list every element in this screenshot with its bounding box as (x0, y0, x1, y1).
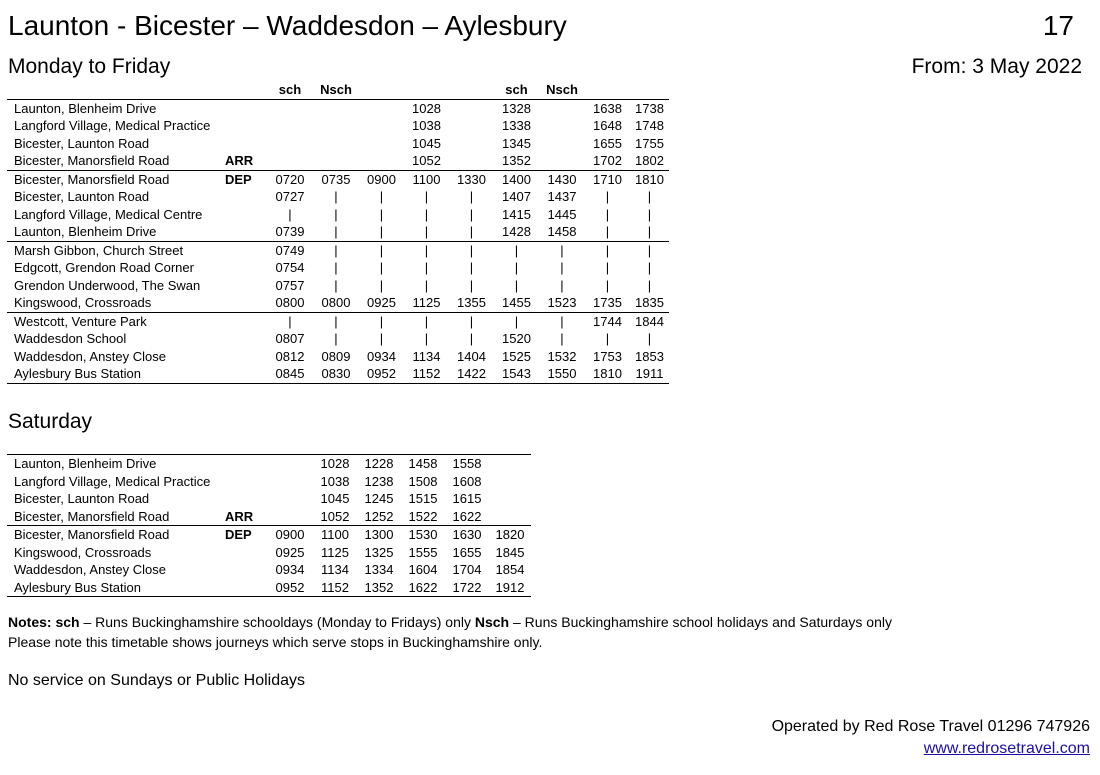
arr-dep-marker: ARR (225, 153, 254, 169)
departure-time: 1415 (502, 206, 531, 222)
timetable-title: Launton - Bicester – Waddesdon – Aylesbury (8, 10, 567, 41)
departure-time: 1328 (494, 99, 539, 117)
column-header (359, 81, 404, 99)
departure-time: 1748 (635, 118, 664, 134)
departure-time: 1352 (357, 579, 401, 597)
stop-name: Waddesdon, Anstey Close (14, 562, 166, 578)
departure-time (267, 99, 313, 117)
departure-time: 1735 (593, 295, 622, 311)
table-row (7, 544, 531, 562)
departure-time: 1615 (452, 491, 482, 507)
departure-time: 1052 (320, 508, 350, 524)
departure-time (489, 473, 531, 491)
arr-dep-marker (223, 188, 267, 206)
no-service-notice: No service on Sundays or Public Holidays (8, 672, 306, 689)
departure-time: 1810 (585, 365, 630, 383)
table-row (7, 348, 669, 366)
stop-name: Bicester, Manorsfield Road (7, 526, 223, 544)
stop-name: Aylesbury Bus Station (7, 365, 223, 383)
column-header: Nsch (320, 82, 352, 98)
departure-time: 0934 (275, 562, 305, 578)
table-row (7, 508, 531, 526)
departure-time: 1404 (457, 348, 486, 364)
departure-time: 1028 (404, 99, 449, 117)
arr-dep-marker (223, 135, 267, 153)
table-row (7, 455, 531, 473)
arr-dep-marker (223, 312, 267, 330)
departure-time: | (630, 241, 669, 259)
arr-dep-marker (223, 348, 267, 366)
departure-time: | (379, 189, 384, 205)
departure-time: | (494, 241, 539, 259)
table-row (7, 135, 669, 153)
departure-time: 1330 (449, 170, 494, 188)
departure-time (359, 135, 404, 153)
notes-line-1 (8, 612, 892, 632)
departure-time: 1052 (412, 153, 441, 169)
departure-time: 1334 (364, 562, 394, 578)
departure-time: | (647, 206, 652, 222)
weekday-heading: Monday to Friday (8, 55, 171, 78)
notes (8, 612, 892, 652)
table-row (7, 206, 669, 224)
departure-time: | (539, 241, 585, 259)
departure-time: | (560, 331, 564, 347)
departure-time: 1038 (320, 473, 350, 489)
route-number: 17 (1042, 10, 1074, 41)
column-header (585, 81, 630, 99)
nsch-key: Nsch (474, 614, 510, 630)
departure-time: 0800 (275, 295, 305, 311)
table-row (7, 473, 531, 491)
departure-time: 1820 (489, 526, 531, 544)
departure-time: 1558 (445, 455, 489, 473)
departure-time (539, 135, 585, 153)
table-row (7, 241, 669, 259)
table-row (7, 312, 669, 330)
arr-dep-marker: ARR (225, 508, 254, 524)
departure-time: | (424, 206, 429, 222)
departure-time: 1655 (593, 135, 622, 151)
departure-time: 1520 (502, 331, 531, 347)
arr-dep-marker (223, 206, 267, 224)
table-row (7, 170, 669, 188)
departure-time (267, 117, 313, 135)
departure-time: 1355 (457, 295, 486, 311)
departure-time: | (514, 277, 519, 293)
arr-dep-marker (223, 99, 267, 117)
stop-name: Bicester, Manorsfield Road (14, 508, 170, 524)
departure-time: 1704 (452, 562, 482, 578)
departure-time: 1252 (364, 508, 394, 524)
arr-dep-marker: DEP (223, 170, 267, 188)
arr-dep-marker (223, 241, 267, 259)
table-row (7, 99, 669, 117)
column-header (630, 81, 669, 99)
departure-time: 0800 (321, 295, 351, 311)
arr-dep-marker (223, 330, 267, 348)
departure-time: 0739 (275, 224, 305, 240)
departure-time: 1845 (495, 544, 525, 560)
departure-time: 1445 (547, 206, 577, 222)
departure-time: 0845 (267, 365, 313, 383)
departure-time: 1345 (502, 135, 531, 151)
stop-name: Kingswood, Crossroads (14, 295, 152, 311)
stop-name: Westcott, Venture Park (7, 312, 223, 330)
departure-time: 1555 (408, 544, 438, 560)
departure-time (449, 117, 494, 135)
operator-info (772, 716, 1090, 760)
departure-time: 1755 (635, 135, 664, 151)
departure-time: | (647, 331, 652, 347)
departure-time (539, 152, 585, 170)
departure-time (267, 490, 313, 508)
departure-time: | (647, 224, 652, 240)
departure-time: 1430 (539, 170, 585, 188)
stop-name: Bicester, Manorsfield Road (7, 170, 223, 188)
departure-time: 1522 (408, 508, 438, 524)
departure-time: | (334, 277, 338, 293)
departure-time: | (605, 224, 610, 240)
departure-time (539, 117, 585, 135)
departure-time: | (379, 277, 384, 293)
departure-time: | (469, 206, 474, 222)
departure-time: | (469, 277, 474, 293)
stop-name: Aylesbury Bus Station (7, 579, 223, 597)
header-spacer (223, 81, 267, 99)
stop-name: Grendon Underwood, The Swan (14, 277, 201, 293)
departure-time (449, 99, 494, 117)
departure-time: | (514, 260, 519, 276)
departure-time: 1515 (408, 491, 438, 507)
departure-time: 1045 (412, 135, 441, 151)
departure-time: 0925 (367, 295, 396, 311)
departure-time: | (424, 189, 429, 205)
departure-time: | (469, 189, 474, 205)
departure-time: 1622 (452, 508, 482, 524)
departure-time: 0749 (267, 241, 313, 259)
column-header: sch (505, 82, 528, 98)
header-spacer (7, 81, 223, 99)
departure-time: 1508 (408, 473, 438, 489)
departure-time: 0934 (367, 348, 396, 364)
departure-time: | (334, 331, 338, 347)
table-row (7, 561, 531, 579)
table-row (7, 365, 669, 383)
column-header: Nsch (546, 82, 578, 98)
departure-time: 1045 (320, 491, 350, 507)
departure-time: | (469, 331, 474, 347)
departure-time: 1530 (401, 526, 445, 544)
table-row (7, 188, 669, 206)
table-row (7, 579, 531, 597)
departure-time: | (379, 331, 384, 347)
departure-time: 0809 (321, 348, 351, 364)
table-row (7, 526, 531, 544)
departure-time: 1532 (547, 348, 577, 364)
arr-dep-marker (223, 259, 267, 277)
departure-time (489, 455, 531, 473)
departure-time: 1152 (404, 365, 449, 383)
stop-name: Launton, Blenheim Drive (7, 99, 223, 117)
departure-time: | (424, 277, 429, 293)
departure-time (359, 152, 404, 170)
arr-dep-marker (223, 579, 267, 597)
departure-time: 1648 (593, 118, 622, 134)
valid-from-date: From: 3 May 2022 (911, 55, 1082, 78)
table-row (7, 259, 669, 277)
departure-time: 1630 (445, 526, 489, 544)
arr-dep-marker (223, 223, 267, 241)
departure-time: | (334, 224, 338, 240)
departure-time: 0830 (313, 365, 359, 383)
departure-time: 1702 (593, 153, 622, 169)
notes-line-2: Please note this timetable shows journeys which serve stops in Buckinghamshire only. (8, 634, 543, 650)
arr-dep-marker (223, 294, 267, 312)
departure-time (489, 508, 531, 526)
column-header: sch (278, 82, 302, 98)
stop-name: Kingswood, Crossroads (14, 544, 152, 560)
arr-dep-marker (223, 544, 267, 562)
stop-name: Bicester, Manorsfield Road (14, 153, 170, 169)
departure-time: | (605, 189, 610, 205)
departure-time: 1428 (502, 224, 531, 240)
departure-time: 1422 (449, 365, 494, 383)
departure-time: | (379, 206, 384, 222)
departure-time (267, 508, 313, 526)
departure-time: 1523 (547, 295, 577, 311)
departure-time: 1038 (412, 118, 441, 134)
arr-dep-marker (223, 490, 267, 508)
departure-time (267, 152, 313, 170)
saturday-timetable (7, 454, 531, 597)
departure-time: | (605, 331, 610, 347)
departure-time: 0807 (275, 331, 305, 347)
table-row (7, 330, 669, 348)
nsch-description: – Runs Buckinghamshire school holidays and Saturdays only (509, 614, 892, 630)
table-row (7, 223, 669, 241)
departure-time: | (404, 241, 449, 259)
departure-time: 1604 (408, 562, 438, 578)
departure-time: | (313, 312, 359, 330)
departure-time: 1550 (539, 365, 585, 383)
arr-dep-marker (223, 117, 267, 135)
departure-time: 1543 (494, 365, 539, 383)
departure-time: 0754 (275, 260, 305, 276)
departure-time: 1407 (502, 189, 531, 205)
column-header (449, 81, 494, 99)
arr-dep-marker (223, 473, 267, 491)
departure-time: 1338 (502, 118, 531, 134)
departure-time: 1300 (357, 526, 401, 544)
departure-time: 1844 (630, 312, 669, 330)
departure-time: 1835 (635, 295, 664, 311)
departure-time: | (469, 224, 474, 240)
departure-time: 1622 (401, 579, 445, 597)
departure-time: 1134 (412, 348, 441, 364)
table-row (7, 277, 669, 295)
sch-key: sch (55, 614, 80, 630)
departure-time: 1238 (364, 473, 394, 489)
departure-time: | (494, 312, 539, 330)
departure-time: | (647, 260, 652, 276)
departure-time: 1638 (585, 99, 630, 117)
departure-time: 0925 (275, 544, 305, 560)
departure-time: | (379, 260, 384, 276)
departure-time: 1100 (404, 170, 449, 188)
stop-name: Waddesdon School (14, 331, 127, 347)
departure-time: | (539, 312, 585, 330)
departure-time: 0757 (275, 277, 305, 293)
departure-time (313, 152, 359, 170)
stop-name: Waddesdon, Anstey Close (14, 348, 166, 364)
table-row (7, 152, 669, 170)
departure-time: | (288, 206, 292, 222)
sch-description: – Runs Buckinghamshire schooldays (Monday to Fridays) only (79, 614, 475, 630)
column-header-row (7, 81, 669, 99)
departure-time: 1458 (401, 455, 445, 473)
arr-dep-marker (223, 365, 267, 383)
departure-time: 1245 (364, 491, 394, 507)
weekday-timetable (7, 81, 669, 384)
departure-time (313, 99, 359, 117)
stop-name: Launton, Blenheim Drive (7, 455, 223, 473)
departure-time: 0952 (267, 579, 313, 597)
departure-time: 1655 (452, 544, 482, 560)
departure-time (267, 473, 313, 491)
departure-time: | (379, 224, 384, 240)
departure-time: | (313, 241, 359, 259)
stop-name: Bicester, Launton Road (14, 491, 150, 507)
operator-text: Operated by Red Rose Travel 01296 747926 (771, 718, 1090, 735)
departure-time: | (404, 312, 449, 330)
departure-time: 1802 (635, 153, 664, 169)
departure-time: | (605, 206, 610, 222)
departure-time (489, 490, 531, 508)
departure-time: 1028 (313, 455, 357, 473)
arr-dep-marker (223, 455, 267, 473)
departure-time: 1437 (547, 189, 577, 205)
departure-time: | (359, 312, 404, 330)
departure-time: 1134 (321, 562, 349, 578)
departure-time: | (560, 260, 564, 276)
departure-time: 0952 (359, 365, 404, 383)
departure-time (313, 135, 359, 153)
departure-time (359, 99, 404, 117)
stop-name: Marsh Gibbon, Church Street (7, 241, 223, 259)
departure-time (449, 152, 494, 170)
departure-time: | (267, 312, 313, 330)
departure-time: 1710 (585, 170, 630, 188)
departure-time: 1912 (489, 579, 531, 597)
stop-name: Langford Village, Medical Centre (14, 206, 203, 222)
departure-time: 1400 (494, 170, 539, 188)
departure-time: 0812 (275, 348, 305, 364)
departure-time: 1853 (635, 348, 664, 364)
stop-name: Langford Village, Medical Practice (14, 473, 211, 489)
arr-dep-marker: DEP (223, 526, 267, 544)
stop-name: Bicester, Launton Road (14, 189, 150, 205)
notes-label: Notes: (8, 614, 52, 630)
departure-time: 1744 (585, 312, 630, 330)
departure-time (267, 135, 313, 153)
departure-time: 0900 (359, 170, 404, 188)
departure-time: | (424, 260, 429, 276)
departure-time: 1608 (452, 473, 482, 489)
stop-name: Edgcott, Grendon Road Corner (14, 260, 194, 276)
departure-time: 1738 (630, 99, 669, 117)
table-row (7, 117, 669, 135)
departure-time: | (334, 260, 338, 276)
departure-time (267, 455, 313, 473)
table-row (7, 490, 531, 508)
departure-time: | (359, 241, 404, 259)
departure-time: 1911 (630, 365, 669, 383)
departure-time: 1325 (364, 544, 394, 560)
departure-time (313, 117, 359, 135)
departure-time: | (424, 224, 429, 240)
departure-time: 1152 (313, 579, 357, 597)
departure-time: | (424, 331, 429, 347)
departure-time: | (605, 277, 610, 293)
departure-time: 1228 (357, 455, 401, 473)
departure-time: | (560, 277, 564, 293)
departure-time: 1455 (502, 295, 531, 311)
departure-time: 0727 (275, 189, 305, 205)
departure-time: | (449, 312, 494, 330)
stop-name: Bicester, Launton Road (14, 135, 150, 151)
departure-time: 0735 (313, 170, 359, 188)
departure-time: | (449, 241, 494, 259)
arr-dep-marker (223, 561, 267, 579)
saturday-heading: Saturday (8, 410, 93, 433)
departure-time: | (605, 260, 610, 276)
departure-time: 1525 (502, 348, 531, 364)
departure-time: | (469, 260, 474, 276)
departure-time: | (585, 241, 630, 259)
departure-time: 1125 (321, 544, 349, 560)
stop-name: Langford Village, Medical Practice (14, 118, 211, 134)
departure-time: | (647, 189, 652, 205)
departure-time (359, 117, 404, 135)
departure-time: 1352 (502, 153, 531, 169)
departure-time (539, 99, 585, 117)
departure-time: | (334, 206, 338, 222)
departure-time: 1854 (495, 562, 525, 578)
column-header (404, 81, 449, 99)
departure-time: 1458 (547, 224, 577, 240)
departure-time: 1810 (630, 170, 669, 188)
departure-time: 1125 (412, 295, 441, 311)
table-row (7, 294, 669, 312)
departure-time: 1753 (593, 348, 622, 364)
operator-website-link[interactable]: www.redrosetravel.com (923, 740, 1090, 757)
departure-time: | (334, 189, 338, 205)
departure-time: 1722 (445, 579, 489, 597)
departure-time: 1100 (313, 526, 357, 544)
departure-time: 0900 (267, 526, 313, 544)
stop-name: Launton, Blenheim Drive (14, 224, 157, 240)
departure-time: 0720 (267, 170, 313, 188)
departure-time (449, 135, 494, 153)
arr-dep-marker (223, 277, 267, 295)
departure-time: | (647, 277, 652, 293)
